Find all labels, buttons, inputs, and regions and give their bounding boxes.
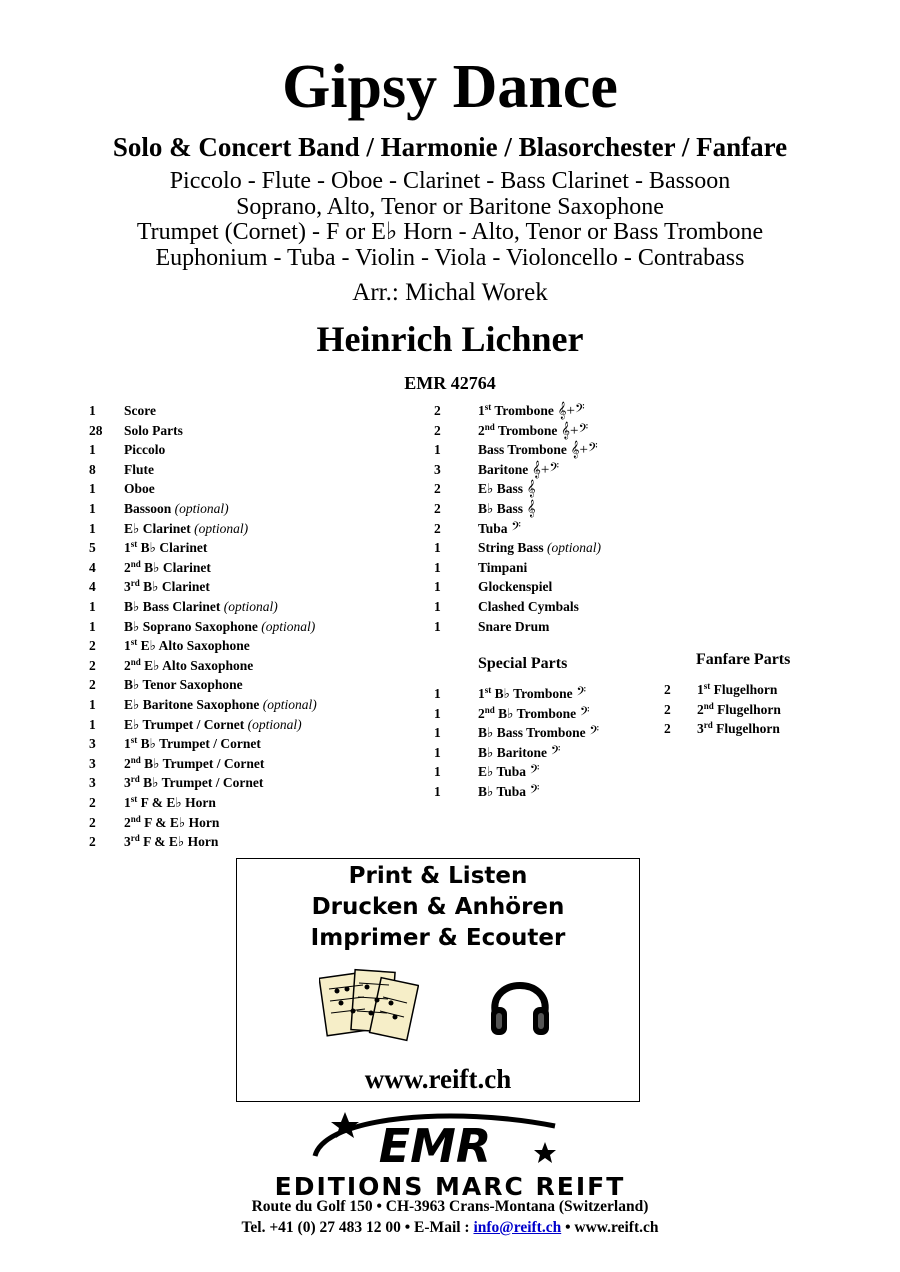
part-ordinal: 3 (124, 579, 131, 595)
part-ordinal: 2 (478, 422, 485, 438)
part-ordinal: 3 (124, 834, 131, 850)
part-ordinal-suffix: nd (484, 704, 495, 715)
part-label: B♭ Soprano Saxophone (124, 618, 258, 634)
part-quantity: 3 (89, 775, 96, 791)
part-ordinal: 2 (124, 657, 131, 673)
part-quantity: 3 (89, 755, 96, 771)
part-quantity: 3 (89, 736, 96, 752)
part-quantity: 2 (434, 501, 441, 516)
part-ordinal: 1 (124, 736, 131, 752)
part-name (124, 813, 219, 832)
part-quantity: 1 (434, 744, 441, 760)
part-name (478, 519, 521, 539)
part-ordinal: 2 (124, 755, 131, 771)
clef-icon: 𝄢 (572, 686, 587, 702)
part-note: (optional) (220, 599, 278, 614)
part-label: E♭ Clarinet (124, 520, 191, 536)
part-quantity: 1 (89, 442, 96, 458)
part-name (124, 734, 261, 753)
fanfare-parts-heading: Fanfare Parts (696, 651, 791, 668)
part-quantity: 2 (664, 701, 671, 717)
part-label: B♭ Clarinet (139, 579, 210, 595)
part-name (124, 695, 317, 714)
part-ordinal: 1 (124, 638, 131, 654)
part-label: Score (124, 403, 156, 418)
print-listen-box (236, 858, 640, 1102)
part-name (478, 401, 585, 421)
promo-url[interactable]: www.reift.ch (364, 1064, 512, 1094)
clef-icon: 𝄢 (547, 744, 561, 761)
part-name (478, 499, 536, 519)
promo-line: Print & Listen (348, 863, 528, 889)
part-ordinal-suffix: nd (130, 558, 141, 569)
part-name (478, 538, 601, 557)
instrumentation-line: Piccolo - Flute - Oboe - Clarinet - Bass Clarinet - Bassoon (169, 168, 731, 194)
part-label: Bassoon (124, 501, 172, 516)
part-ordinal-suffix: rd (703, 720, 713, 731)
part-label: B♭ Tuba (478, 784, 527, 799)
part-name (124, 715, 302, 734)
emr-logo (305, 1106, 565, 1172)
part-quantity: 1 (89, 618, 96, 634)
part-ordinal-suffix: nd (703, 700, 714, 711)
clef-icon: 𝄢 (526, 784, 540, 800)
part-note: (optional) (244, 716, 302, 732)
part-name (124, 773, 263, 792)
part-label: String Bass (478, 540, 544, 556)
part-note: (optional) (257, 618, 316, 634)
part-name (478, 782, 539, 802)
part-quantity: 1 (434, 579, 441, 595)
part-label: B♭ Trombone (494, 705, 577, 721)
part-quantity: 1 (89, 599, 96, 614)
part-quantity: 1 (434, 784, 441, 799)
part-name (478, 479, 536, 499)
part-label: E♭ Trumpet / Cornet (124, 716, 245, 732)
part-name (478, 421, 588, 441)
part-name (697, 719, 780, 738)
part-label: B♭ Bass (478, 501, 524, 516)
part-label: B♭ Clarinet (140, 559, 211, 575)
part-label: Piccolo (124, 442, 166, 458)
part-quantity: 2 (434, 422, 441, 438)
part-label: Trombone (494, 422, 558, 438)
part-ordinal-suffix: nd (484, 421, 495, 432)
part-name (124, 577, 210, 596)
part-label: B♭ Trombone (491, 686, 573, 701)
special-parts-heading: Special Parts (478, 655, 568, 672)
part-label: Oboe (124, 481, 155, 497)
part-quantity: 4 (89, 579, 96, 595)
part-quantity: 4 (89, 559, 96, 575)
instrumentation-line: Euphonium - Tuba - Violin - Viola - Violoncello - Contrabass (155, 245, 745, 271)
subtitle: Solo & Concert Band / Harmonie / Blasorchester / Fanfare (112, 132, 788, 162)
clef-icon: 𝄢 (576, 705, 590, 722)
part-name (478, 762, 539, 782)
part-label: E♭ Alto Saxophone (137, 638, 250, 654)
promo-line: Drucken & Anhören (311, 894, 565, 920)
part-label: B♭ Trumpet / Cornet (140, 755, 265, 771)
part-quantity: 1 (89, 520, 96, 536)
part-ordinal: 2 (697, 701, 704, 717)
part-name (124, 479, 155, 498)
part-ordinal: 3 (124, 775, 131, 791)
part-label: B♭ Tenor Saxophone (124, 677, 243, 693)
part-label: E♭ Alto Saxophone (140, 657, 254, 673)
part-note: (optional) (190, 520, 249, 536)
clef-icon: 𝄞 (523, 481, 536, 498)
part-name (124, 617, 315, 636)
part-note: (optional) (259, 697, 317, 712)
part-ordinal-suffix: st (130, 637, 138, 648)
headphones-icon (487, 967, 553, 1039)
part-label: Flugelhorn (712, 721, 780, 737)
instrumentation-line: Trumpet (Cornet) - F or E♭ Horn - Alto, Tenor or Bass Trombone (136, 219, 764, 245)
part-label: E♭ Bass (478, 481, 524, 497)
part-label: Flugelhorn (710, 682, 778, 697)
part-quantity: 1 (89, 403, 96, 418)
part-ordinal-suffix: rd (130, 578, 140, 589)
part-quantity: 2 (89, 814, 96, 830)
part-label: B♭ Bass Clarinet (124, 599, 221, 614)
part-label: F & E♭ Horn (139, 834, 219, 850)
part-name (478, 617, 549, 636)
part-label: Flugelhorn (713, 701, 781, 717)
clef-icon: 𝄢 (507, 520, 521, 537)
part-quantity: 1 (434, 540, 441, 556)
part-label: Clashed Cymbals (478, 599, 579, 614)
part-quantity: 2 (434, 481, 441, 497)
part-ordinal: 2 (478, 705, 485, 721)
part-name (478, 460, 559, 480)
part-ordinal-suffix: st (484, 402, 492, 412)
part-name (124, 558, 211, 577)
part-ordinal: 2 (124, 559, 131, 575)
part-label: Trombone (491, 403, 554, 418)
part-ordinal-suffix: nd (130, 813, 141, 824)
part-ordinal: 1 (478, 686, 485, 701)
part-quantity: 1 (89, 501, 96, 516)
part-name (124, 401, 156, 420)
part-name (478, 440, 598, 460)
part-quantity: 3 (434, 461, 441, 477)
part-quantity: 1 (89, 697, 96, 712)
part-ordinal-suffix: rd (130, 774, 140, 785)
part-label: F & E♭ Horn (140, 814, 220, 830)
clef-icon: 𝄞+𝄢 (528, 461, 559, 478)
part-name (478, 597, 579, 616)
part-name (478, 577, 552, 596)
part-label: Tuba (478, 520, 508, 536)
contact-phone: Tel. +41 (0) 27 483 12 00 • E-Mail : (241, 1219, 474, 1236)
part-label: B♭ Clarinet (137, 540, 208, 556)
part-label: E♭ Baritone Saxophone (124, 697, 260, 712)
part-quantity: 2 (664, 682, 671, 697)
part-quantity: 1 (89, 481, 96, 497)
part-quantity: 2 (89, 657, 96, 673)
part-quantity: 2 (89, 638, 96, 654)
part-name (697, 680, 777, 699)
part-quantity: 8 (89, 461, 96, 477)
part-name (124, 597, 278, 616)
part-quantity: 1 (434, 442, 441, 458)
part-name (124, 421, 183, 440)
part-quantity: 2 (89, 677, 96, 693)
part-quantity: 1 (434, 764, 441, 780)
part-ordinal-suffix: rd (130, 833, 140, 844)
part-label: F & E♭ Horn (137, 795, 216, 810)
part-ordinal: 1 (697, 682, 704, 697)
part-ordinal-suffix: st (703, 681, 711, 691)
part-ordinal-suffix: st (484, 685, 492, 695)
title: Gipsy Dance (282, 53, 618, 121)
publisher-wordmark: EDITIONS MARC REIFT (274, 1172, 626, 1201)
part-name (124, 499, 229, 518)
part-quantity: 2 (664, 721, 671, 737)
part-name (478, 743, 560, 763)
contact-website[interactable]: • www.reift.ch (561, 1219, 659, 1236)
part-ordinal: 2 (124, 814, 131, 830)
clef-icon: 𝄞+𝄢 (553, 403, 585, 419)
part-quantity: 1 (434, 686, 441, 701)
part-name (478, 704, 590, 724)
part-name (124, 519, 248, 538)
part-ordinal: 1 (478, 403, 485, 418)
part-name (697, 700, 781, 719)
part-label: Baritone (478, 461, 529, 477)
part-name (124, 832, 218, 851)
part-label: Snare Drum (478, 618, 550, 634)
publisher-contact (0, 1218, 900, 1238)
part-label: Flute (124, 461, 154, 477)
part-quantity: 1 (434, 618, 441, 634)
clef-icon: 𝄞 (523, 501, 536, 517)
part-label: Bass Trombone (478, 442, 567, 458)
part-quantity: 2 (434, 520, 441, 536)
part-quantity: 28 (89, 422, 103, 438)
emr-logo-text: EMR (378, 1119, 492, 1172)
part-label: Solo Parts (124, 422, 183, 438)
part-quantity: 2 (89, 834, 96, 850)
part-label: B♭ Baritone (478, 744, 547, 760)
composer: Heinrich Lichner (316, 319, 584, 359)
part-ordinal: 1 (124, 795, 131, 810)
part-name (124, 538, 207, 557)
part-ordinal-suffix: st (130, 735, 138, 746)
part-note: (optional) (543, 540, 602, 556)
arranger: Arr.: Michal Worek (352, 279, 548, 306)
part-quantity: 1 (89, 716, 96, 732)
part-name (124, 656, 253, 675)
part-name (124, 440, 165, 459)
part-label: Glockenspiel (478, 579, 553, 595)
clef-icon: 𝄢 (526, 764, 540, 781)
part-name (478, 723, 599, 743)
part-name (124, 460, 154, 479)
email-link[interactable]: info@reift.ch (473, 1219, 562, 1236)
part-ordinal: 3 (697, 721, 704, 737)
part-name (124, 636, 250, 655)
part-name (124, 754, 264, 773)
part-quantity: 1 (434, 559, 441, 575)
part-label: Timpani (478, 559, 528, 575)
part-ordinal: 1 (124, 540, 131, 556)
instrumentation-line: Soprano, Alto, Tenor or Baritone Saxophone (236, 194, 664, 220)
part-quantity: 5 (89, 540, 96, 556)
part-quantity: 1 (434, 725, 441, 741)
part-name (124, 675, 243, 694)
clef-icon: 𝄞+𝄢 (557, 422, 589, 439)
part-quantity: 2 (434, 403, 441, 418)
part-quantity: 1 (434, 599, 441, 614)
clef-icon: 𝄞+𝄢 (566, 442, 598, 459)
part-name (478, 684, 586, 704)
part-name (124, 793, 216, 812)
part-ordinal-suffix: st (130, 794, 138, 804)
promo-line: Imprimer & Ecouter (310, 925, 566, 951)
part-label: B♭ Trumpet / Cornet (139, 775, 264, 791)
part-label: B♭ Bass Trombone (478, 725, 586, 741)
part-ordinal-suffix: nd (130, 656, 141, 667)
part-note: (optional) (171, 501, 229, 516)
part-name (478, 558, 527, 577)
part-ordinal-suffix: st (130, 539, 138, 550)
part-quantity: 2 (89, 795, 96, 810)
part-ordinal-suffix: nd (130, 754, 141, 765)
part-label: E♭ Tuba (478, 764, 527, 780)
publisher-address: Route du Golf 150 • CH-3963 Crans-Montana (Switzerland) (251, 1198, 649, 1215)
part-quantity: 1 (434, 705, 441, 721)
catalog-number: EMR 42764 (404, 373, 496, 393)
part-label: B♭ Trumpet / Cornet (137, 736, 261, 752)
clef-icon: 𝄢 (585, 725, 600, 742)
sheet-music-icon (319, 967, 419, 1047)
